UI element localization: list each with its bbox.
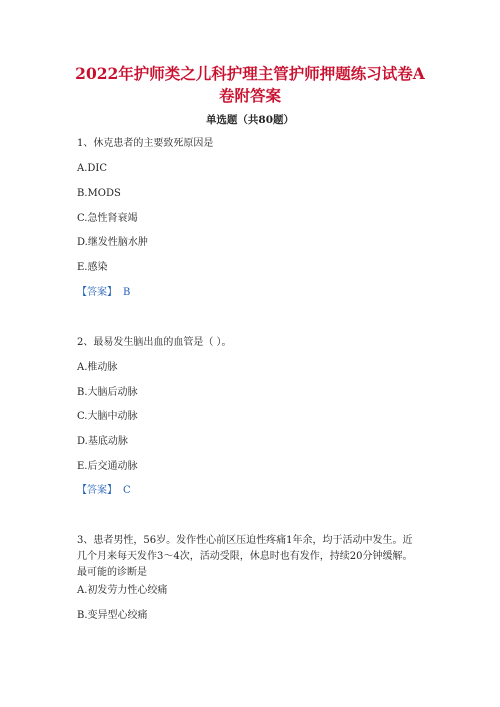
- option-c: C.急性肾衰竭: [77, 213, 138, 224]
- option-b: B.大脑后动脉: [77, 387, 138, 398]
- question-stem: 2、最易发生脑出血的血管是（ ）。: [77, 337, 232, 348]
- question-stem: 1、休克患者的主要致死原因是: [77, 138, 214, 149]
- answer-value: B: [123, 287, 131, 298]
- option-d: D.继发性脑水肿: [77, 237, 148, 248]
- option-c: C.大脑中动脉: [77, 411, 138, 422]
- answer-label: 【答案】: [77, 485, 117, 496]
- answer-line: [77, 286, 130, 300]
- section-heading: 单选题（共80题）: [205, 114, 295, 126]
- question-stem-line: 几个月来每天发作3～4次，活动受限，休息时也有发作，持续20分钟缓解。: [77, 551, 413, 562]
- option-b: B.MODS: [77, 188, 121, 199]
- question-stem-line: 最可能的诊断是: [77, 567, 147, 578]
- question-stem: [77, 533, 429, 581]
- document-title: [60, 63, 440, 107]
- option-a: A.椎动脉: [77, 362, 118, 373]
- option-e: E.感染: [77, 262, 108, 273]
- answer-label: 【答案】: [77, 287, 117, 298]
- title-line-1: 2022年护师类之儿科护理主管护师押题练习试卷A: [75, 64, 425, 83]
- option-a: A.初发劳力性心绞痛: [77, 585, 168, 596]
- option-e: E.后交通动脉: [77, 461, 138, 472]
- option-a: A.DIC: [77, 163, 108, 174]
- option-b: B.变异型心绞痛: [77, 610, 148, 621]
- answer-line: [77, 484, 131, 498]
- question-stem-line: 3、患者男性，56岁。发作性心前区压迫性疼痛1年余，均于活动中发生。近: [77, 535, 413, 546]
- answer-value: C: [123, 485, 131, 496]
- title-line-2: 卷附答案: [218, 86, 281, 105]
- option-d: D.基底动脉: [77, 436, 128, 447]
